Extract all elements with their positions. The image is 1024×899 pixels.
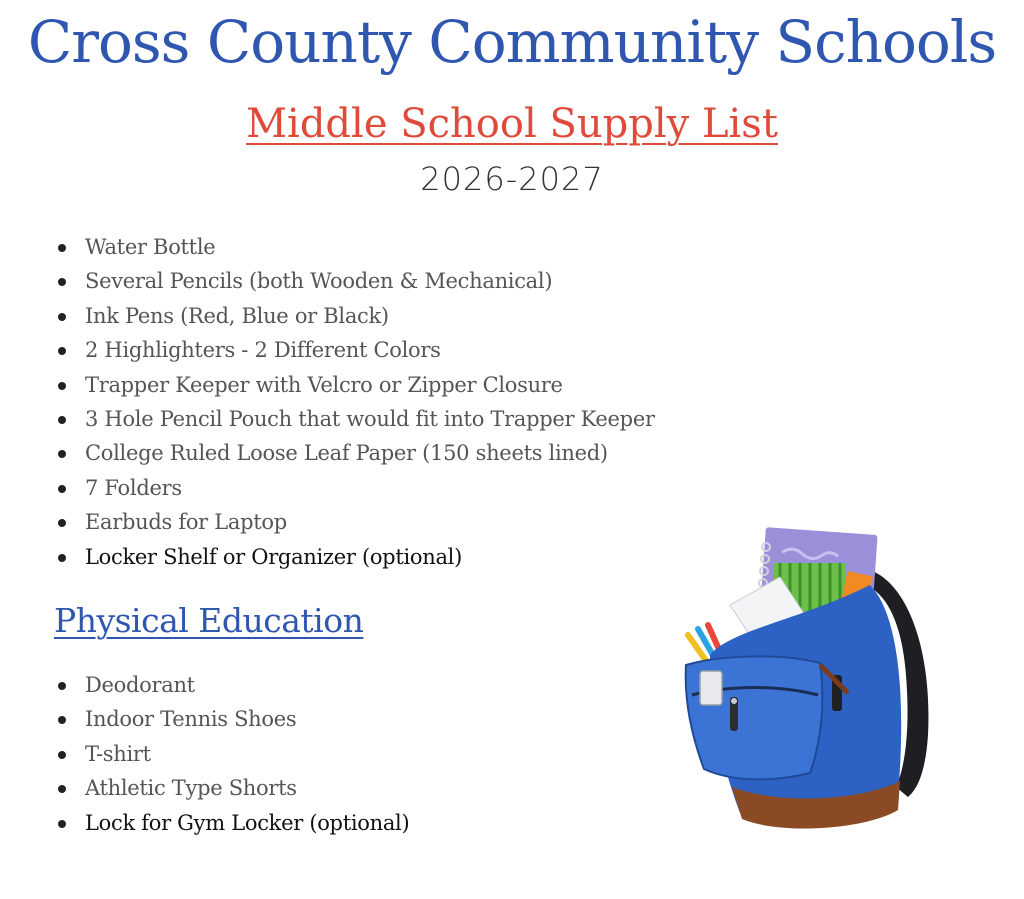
bullet-icon: [58, 485, 66, 493]
bullet-icon: [58, 382, 66, 390]
list-item-label: Athletic Type Shorts: [85, 776, 297, 801]
list-item-label: Water Bottle: [85, 235, 216, 259]
list-item: [58, 333, 655, 367]
supply-list-title: Middle School Supply List: [246, 101, 778, 147]
list-item: [58, 368, 655, 402]
list-item-label: Indoor Tennis Shoes: [85, 707, 297, 732]
list-item-label: 7 Folders: [85, 475, 182, 500]
list-item-label: T-shirt: [85, 741, 151, 766]
bullet-icon: [58, 416, 66, 424]
bullet-icon: [58, 313, 66, 321]
list-item: [58, 299, 655, 333]
list-item-label: Several Pencils (both Wooden & Mechanical): [85, 269, 553, 294]
list-item-label: Lock for Gym Locker (optional): [85, 810, 410, 835]
list-item-label: Locker Shelf or Organizer (optional): [85, 544, 462, 569]
list-item: [58, 402, 655, 436]
bullet-icon: [58, 820, 66, 828]
physical-education-list: [58, 668, 409, 840]
list-item-label: Deodorant: [85, 673, 195, 697]
physical-education-heading: Physical Education: [54, 601, 364, 640]
list-item: [58, 737, 409, 771]
list-item-label: 3 Hole Pencil Pouch that would fit into Trapper Keeper: [85, 406, 655, 431]
backpack-icon: [670, 525, 940, 845]
bullet-icon: [58, 751, 66, 759]
school-name-title: Cross County Community Schools: [27, 8, 997, 76]
bullet-icon: [58, 450, 66, 458]
bullet-icon: [58, 785, 66, 793]
bullet-icon: [58, 716, 66, 724]
list-item: [58, 540, 655, 574]
list-item: [58, 668, 409, 702]
bullet-icon: [58, 278, 66, 286]
list-item-label: 2 Highlighters - 2 Different Colors: [85, 338, 441, 363]
list-item-label: College Ruled Loose Leaf Paper (150 sheets lined): [85, 441, 608, 466]
list-item: [58, 505, 655, 539]
list-item: [58, 806, 409, 840]
list-item: [58, 471, 655, 505]
list-item-label: Trapper Keeper with Velcro or Zipper Closure: [85, 372, 563, 397]
bullet-icon: [58, 682, 66, 690]
bullet-icon: [58, 519, 66, 527]
bullet-icon: [58, 554, 66, 562]
list-item: [58, 436, 655, 470]
list-item-label: Ink Pens (Red, Blue or Black): [85, 303, 389, 328]
list-item: [58, 264, 655, 298]
list-item: [58, 702, 409, 736]
list-item: [58, 771, 409, 805]
school-year: 2026-2027: [420, 160, 604, 198]
list-item-label: Earbuds for Laptop: [85, 510, 287, 535]
general-supply-list: [58, 230, 655, 574]
list-item: [58, 230, 655, 264]
bullet-icon: [58, 244, 66, 252]
bullet-icon: [58, 347, 66, 355]
